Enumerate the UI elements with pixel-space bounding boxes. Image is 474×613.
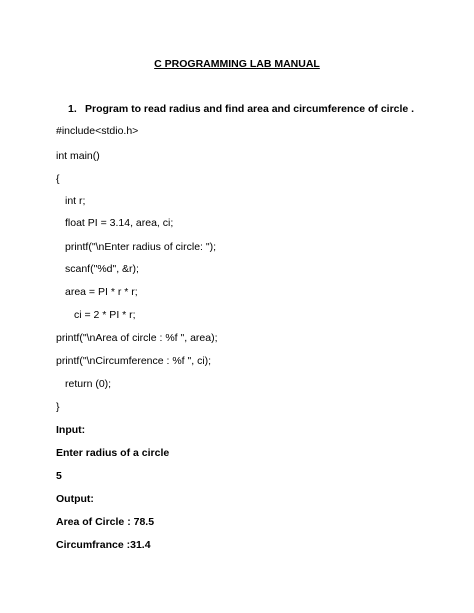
code-line: int r; bbox=[65, 195, 86, 207]
output-circumference: Circumfrance :31.4 bbox=[56, 539, 151, 551]
code-line: { bbox=[56, 173, 60, 185]
code-line: scanf("%d", &r); bbox=[65, 263, 139, 275]
output-area: Area of Circle : 78.5 bbox=[56, 516, 155, 528]
code-line: int main() bbox=[56, 150, 100, 162]
question-heading bbox=[68, 103, 414, 115]
code-line: printf("\nArea of circle : %f ", area); bbox=[56, 332, 218, 344]
code-line: return (0); bbox=[65, 378, 112, 390]
code-line: #include<stdio.h> bbox=[56, 125, 139, 137]
code-line: area = PI * r * r; bbox=[65, 286, 138, 298]
question-text: Program to read radius and find area and circumference of circle . bbox=[85, 103, 415, 115]
document-title: C PROGRAMMING LAB MANUAL bbox=[154, 58, 320, 70]
input-value: 5 bbox=[56, 470, 62, 482]
output-label: Output: bbox=[56, 493, 94, 505]
input-prompt: Enter radius of a circle bbox=[56, 447, 170, 459]
question-number: 1. bbox=[68, 103, 77, 115]
code-line: printf("\nEnter radius of circle: "); bbox=[65, 241, 217, 253]
code-line: ci = 2 * PI * r; bbox=[74, 309, 136, 321]
code-line: float PI = 3.14, area, ci; bbox=[65, 217, 174, 229]
input-label: Input: bbox=[56, 424, 86, 436]
code-line: printf("\nCircumference : %f ", ci); bbox=[56, 355, 212, 367]
code-line: } bbox=[56, 401, 60, 413]
